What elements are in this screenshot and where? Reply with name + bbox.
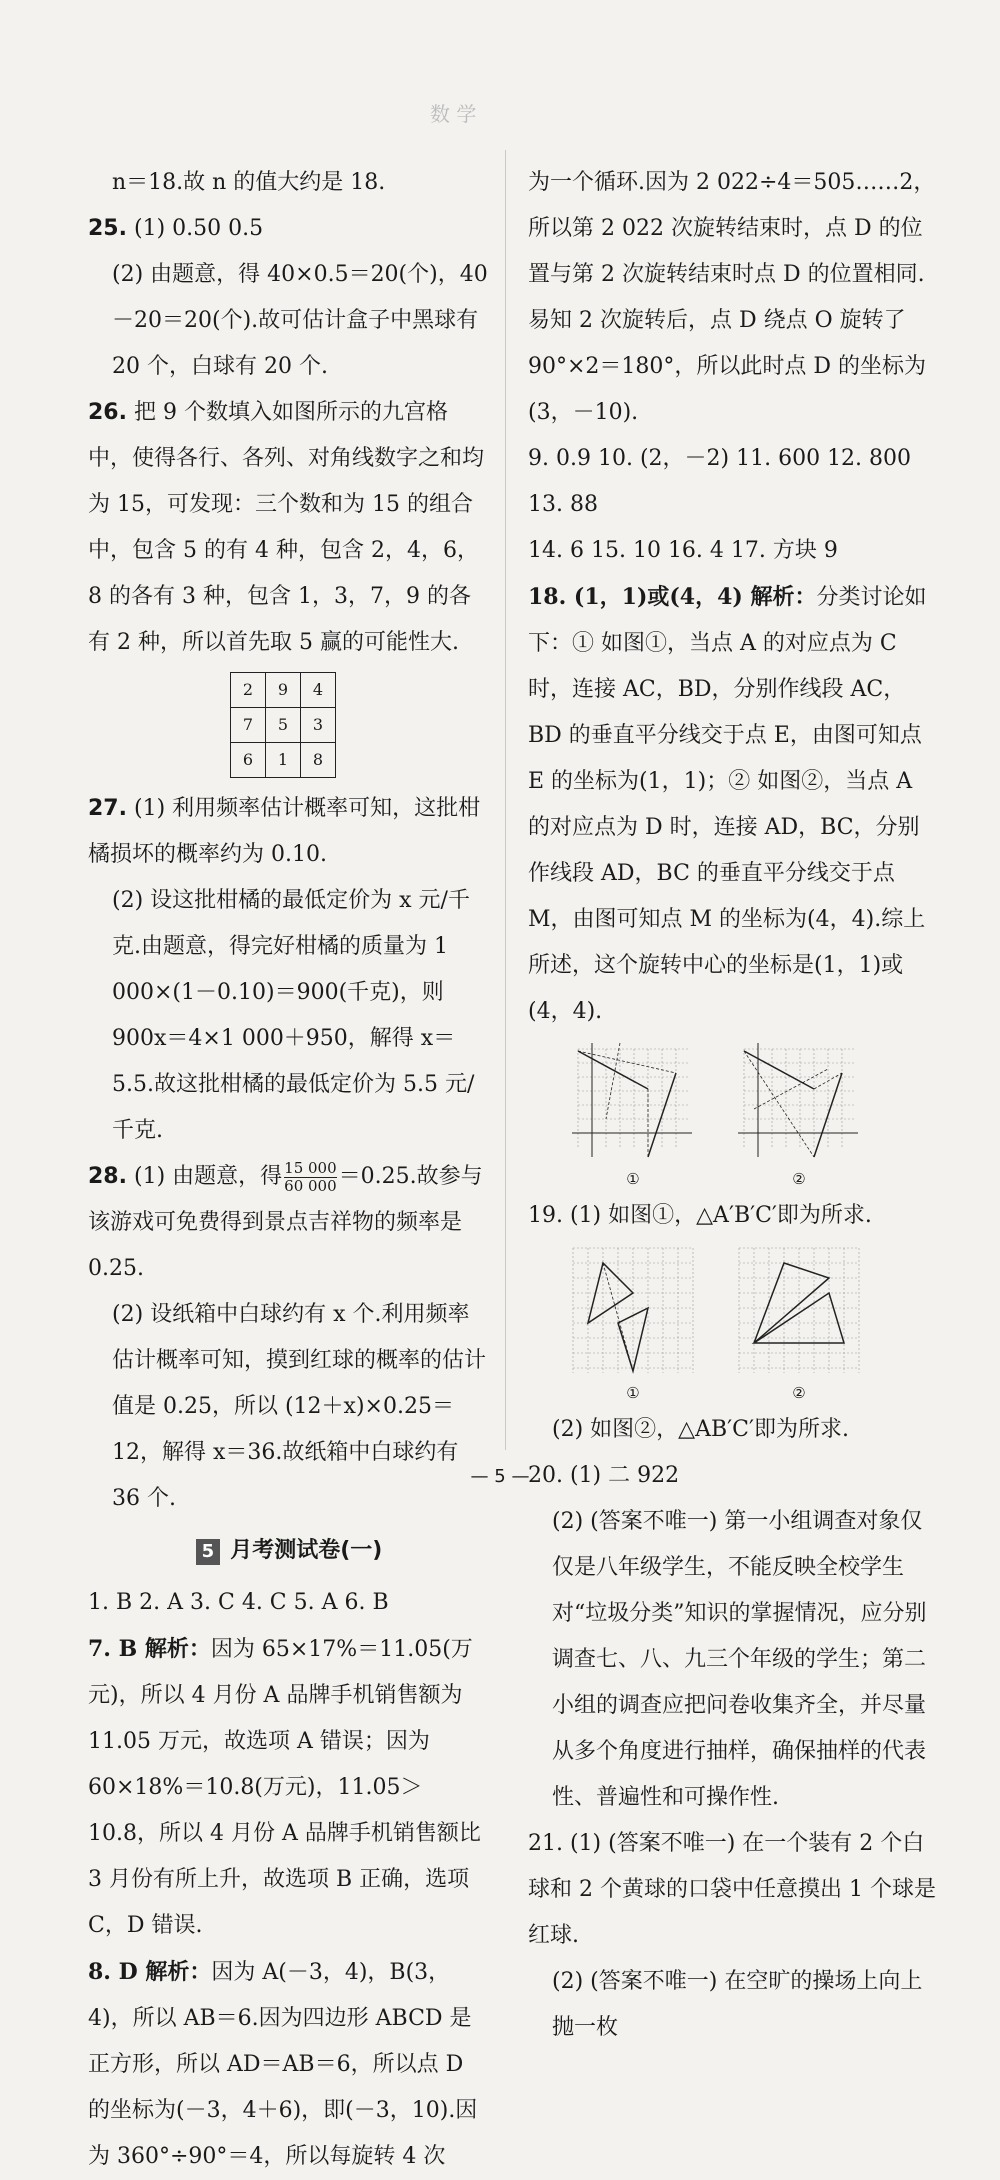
grid-cell: 6: [231, 743, 266, 778]
q19-figure-2: [734, 1243, 864, 1403]
grid-cell: 5: [266, 708, 301, 743]
figure-caption: ②: [792, 1170, 806, 1188]
section-title: 月考测试卷(一): [230, 1538, 383, 1563]
mc-answers: 1. B 2. A 3. C 4. C 5. A 6. B: [88, 1590, 389, 1615]
q8-head: 8. D 解析：: [88, 1959, 212, 1985]
q26-number: 26.: [88, 400, 127, 425]
triangle-grid-figure: [734, 1243, 864, 1383]
q28-number: 28.: [88, 1164, 127, 1189]
grid-cell: 9: [266, 673, 301, 708]
section-heading: [88, 1528, 490, 1574]
fill-answers-2: 14. 6 15. 10 16. 4 17. 方块 9: [528, 538, 838, 563]
q18-head: 18. (1，1)或(4，4) 解析：: [528, 584, 817, 610]
q7-text: 因为 65×17%＝11.05(万元)，所以 4 月份 A 品牌手机销售额为 11.05 万元，故选项 A 错误；因为 60×18%＝10.8(万元)，11.05＞10.8，所以 4 月份 A 品牌手机销售额比 3 月份有所上升，故选项 B 正确，选项 C，D 错误.: [88, 1637, 481, 1938]
left-column: [88, 160, 490, 2180]
q25: [88, 206, 490, 252]
figure-caption: ①: [626, 1384, 640, 1402]
q19-part1: 19. (1) 如图①，△A′B′C′即为所求.: [528, 1203, 872, 1228]
right-column: [528, 160, 938, 2051]
q21-part1: 21. (1) (答案不唯一) 在一个装有 2 个白球和 2 个黄球的口袋中任意摸出 1 个球是红球.: [528, 1831, 936, 1948]
q27-number: 27.: [88, 796, 127, 821]
figure-caption: ②: [792, 1384, 806, 1402]
fraction-denominator: 60 000: [284, 1176, 337, 1195]
q7-head: 7. B 解析：: [88, 1636, 211, 1662]
grid-cell: 2: [231, 673, 266, 708]
q18-figure-1: [568, 1039, 698, 1189]
magic-square-grid: [230, 672, 336, 778]
q28: [88, 1154, 490, 1292]
q26-text: 把 9 个数填入如图所示的九宫格中，使得各行、各列、对角线数字之和均为 15，可发现：三个数和为 15 的组合中，包含 5 的有 4 种，包含 2，4，6，8 的各有 3 种，包含 1，3，7，9 的各有 2 种，所以首先取 5 赢的可能性大.: [88, 400, 485, 655]
q27-part1: (1) 利用频率估计概率可知，这批柑橘损坏的概率约为 0.10.: [88, 796, 481, 867]
q25-part1: (1) 0.50 0.5: [133, 216, 264, 241]
q20-part2: (2) (答案不唯一) 第一小组调查对象仅仅是八年级学生，不能反映全校学生对“垃圾分类”知识的掌握情况，应分别调查七、八、九三个年级的学生；第二小组的调查应把问卷收集齐全，并尽量从多个角度进行抽样，确保抽样的代表性、普遍性和可操作性.: [552, 1509, 927, 1810]
q18: [528, 574, 938, 1035]
q25-number: 25.: [88, 216, 127, 241]
figure-caption: ①: [626, 1170, 640, 1188]
section-number: 5: [196, 1539, 221, 1565]
q7: [88, 1626, 490, 1949]
q18-figures: [528, 1039, 938, 1189]
q8-text: 因为 A(－3，4)，B(3，4)，所以 AB＝6.因为四边形 ABCD 是正方形，所以 AD＝AB＝6，所以点 D 的坐标为(－3，4＋6)，即(－3，10).因为 360°÷90°＝4，所以每旋转 4 次: [88, 1960, 478, 2169]
grid-cell: 1: [266, 743, 301, 778]
triangle-grid-figure: [568, 1243, 698, 1383]
q28-part1-pre: (1) 由题意，得: [133, 1164, 283, 1189]
coordinate-grid-figure: [734, 1039, 864, 1169]
fill-answers-1: 9. 0.9 10. (2，－2) 11. 600 12. 800 13. 88: [528, 446, 912, 517]
q25-part2: (2) 由题意，得 40×0.5＝20(个)，40－20＝20(个).故可估计盒子中黑球有 20 个，白球有 20 个.: [112, 262, 488, 379]
q27-part2: (2) 设这批柑橘的最低定价为 x 元/千克.由题意，得完好柑橘的质量为 1 000×(1－0.10)＝900(千克)，则 900x＝4×1 000＋950，解得 x＝5.5.故这批柑橘的最低定价为 5.5 元/千克.: [112, 888, 475, 1143]
q8: [88, 1949, 490, 2180]
answer-line: n＝18.故 n 的值大约是 18.: [112, 170, 386, 195]
page-header: 数 学: [430, 102, 477, 126]
q18-text: 分类讨论如下：① 如图①，当点 A 的对应点为 C 时，连接 AC，BD，分别作线段 AC，BD 的垂直平分线交于点 E，由图可知点 E 的坐标为(1，1)；② 如图②，当点 A 的对应点为 D 时，连接 AD，BC，分别作线段 AD，BC 的垂直平分线交于点 M，由图可知点 M 的坐标为(4，4).综上所述，这个旋转中心的坐标是(1，1)或(4，4).: [528, 585, 927, 1024]
q28-part1-post: ＝0.25.故参与该游戏可免费得到景点吉祥物的频率是 0.25.: [88, 1164, 483, 1281]
grid-cell: 4: [301, 673, 336, 708]
fraction-numerator: 15 000: [284, 1158, 337, 1177]
q21-part2: (2) (答案不唯一) 在空旷的操场上向上抛一枚: [552, 1969, 923, 2040]
q28-part2: (2) 设纸箱中白球约有 x 个.利用频率估计概率可知，摸到红球的概率的估计值是 0.25，所以 (12＋x)×0.25＝12，解得 x＝36.故纸箱中白球约有 36 个.: [112, 1302, 487, 1511]
q19-part2: (2) 如图②，△AB′C′即为所求.: [552, 1417, 849, 1442]
coordinate-grid-figure: [568, 1039, 698, 1169]
grid-cell: 8: [301, 743, 336, 778]
q8-continued: 为一个循环.因为 2 022÷4＝505……2，所以第 2 022 次旋转结束时，点 D 的位置与第 2 次旋转结束时点 D 的位置相同.易知 2 次旋转后，点 D 绕点 O 旋转了 90°×2＝180°，所以此时点 D 的坐标为(3，－10).: [528, 170, 936, 425]
grid-cell: 3: [301, 708, 336, 743]
page-number: — 5 —: [470, 1466, 530, 1487]
q26: [88, 390, 490, 666]
grid-cell: 7: [231, 708, 266, 743]
q19-figure-1: [568, 1243, 698, 1403]
fraction: [284, 1160, 337, 1195]
q18-figure-2: [734, 1039, 864, 1189]
q27: [88, 786, 490, 878]
q20-part1: 20. (1) 二 922: [528, 1463, 680, 1488]
column-divider: [505, 150, 506, 1450]
q19-figures: [528, 1243, 938, 1403]
